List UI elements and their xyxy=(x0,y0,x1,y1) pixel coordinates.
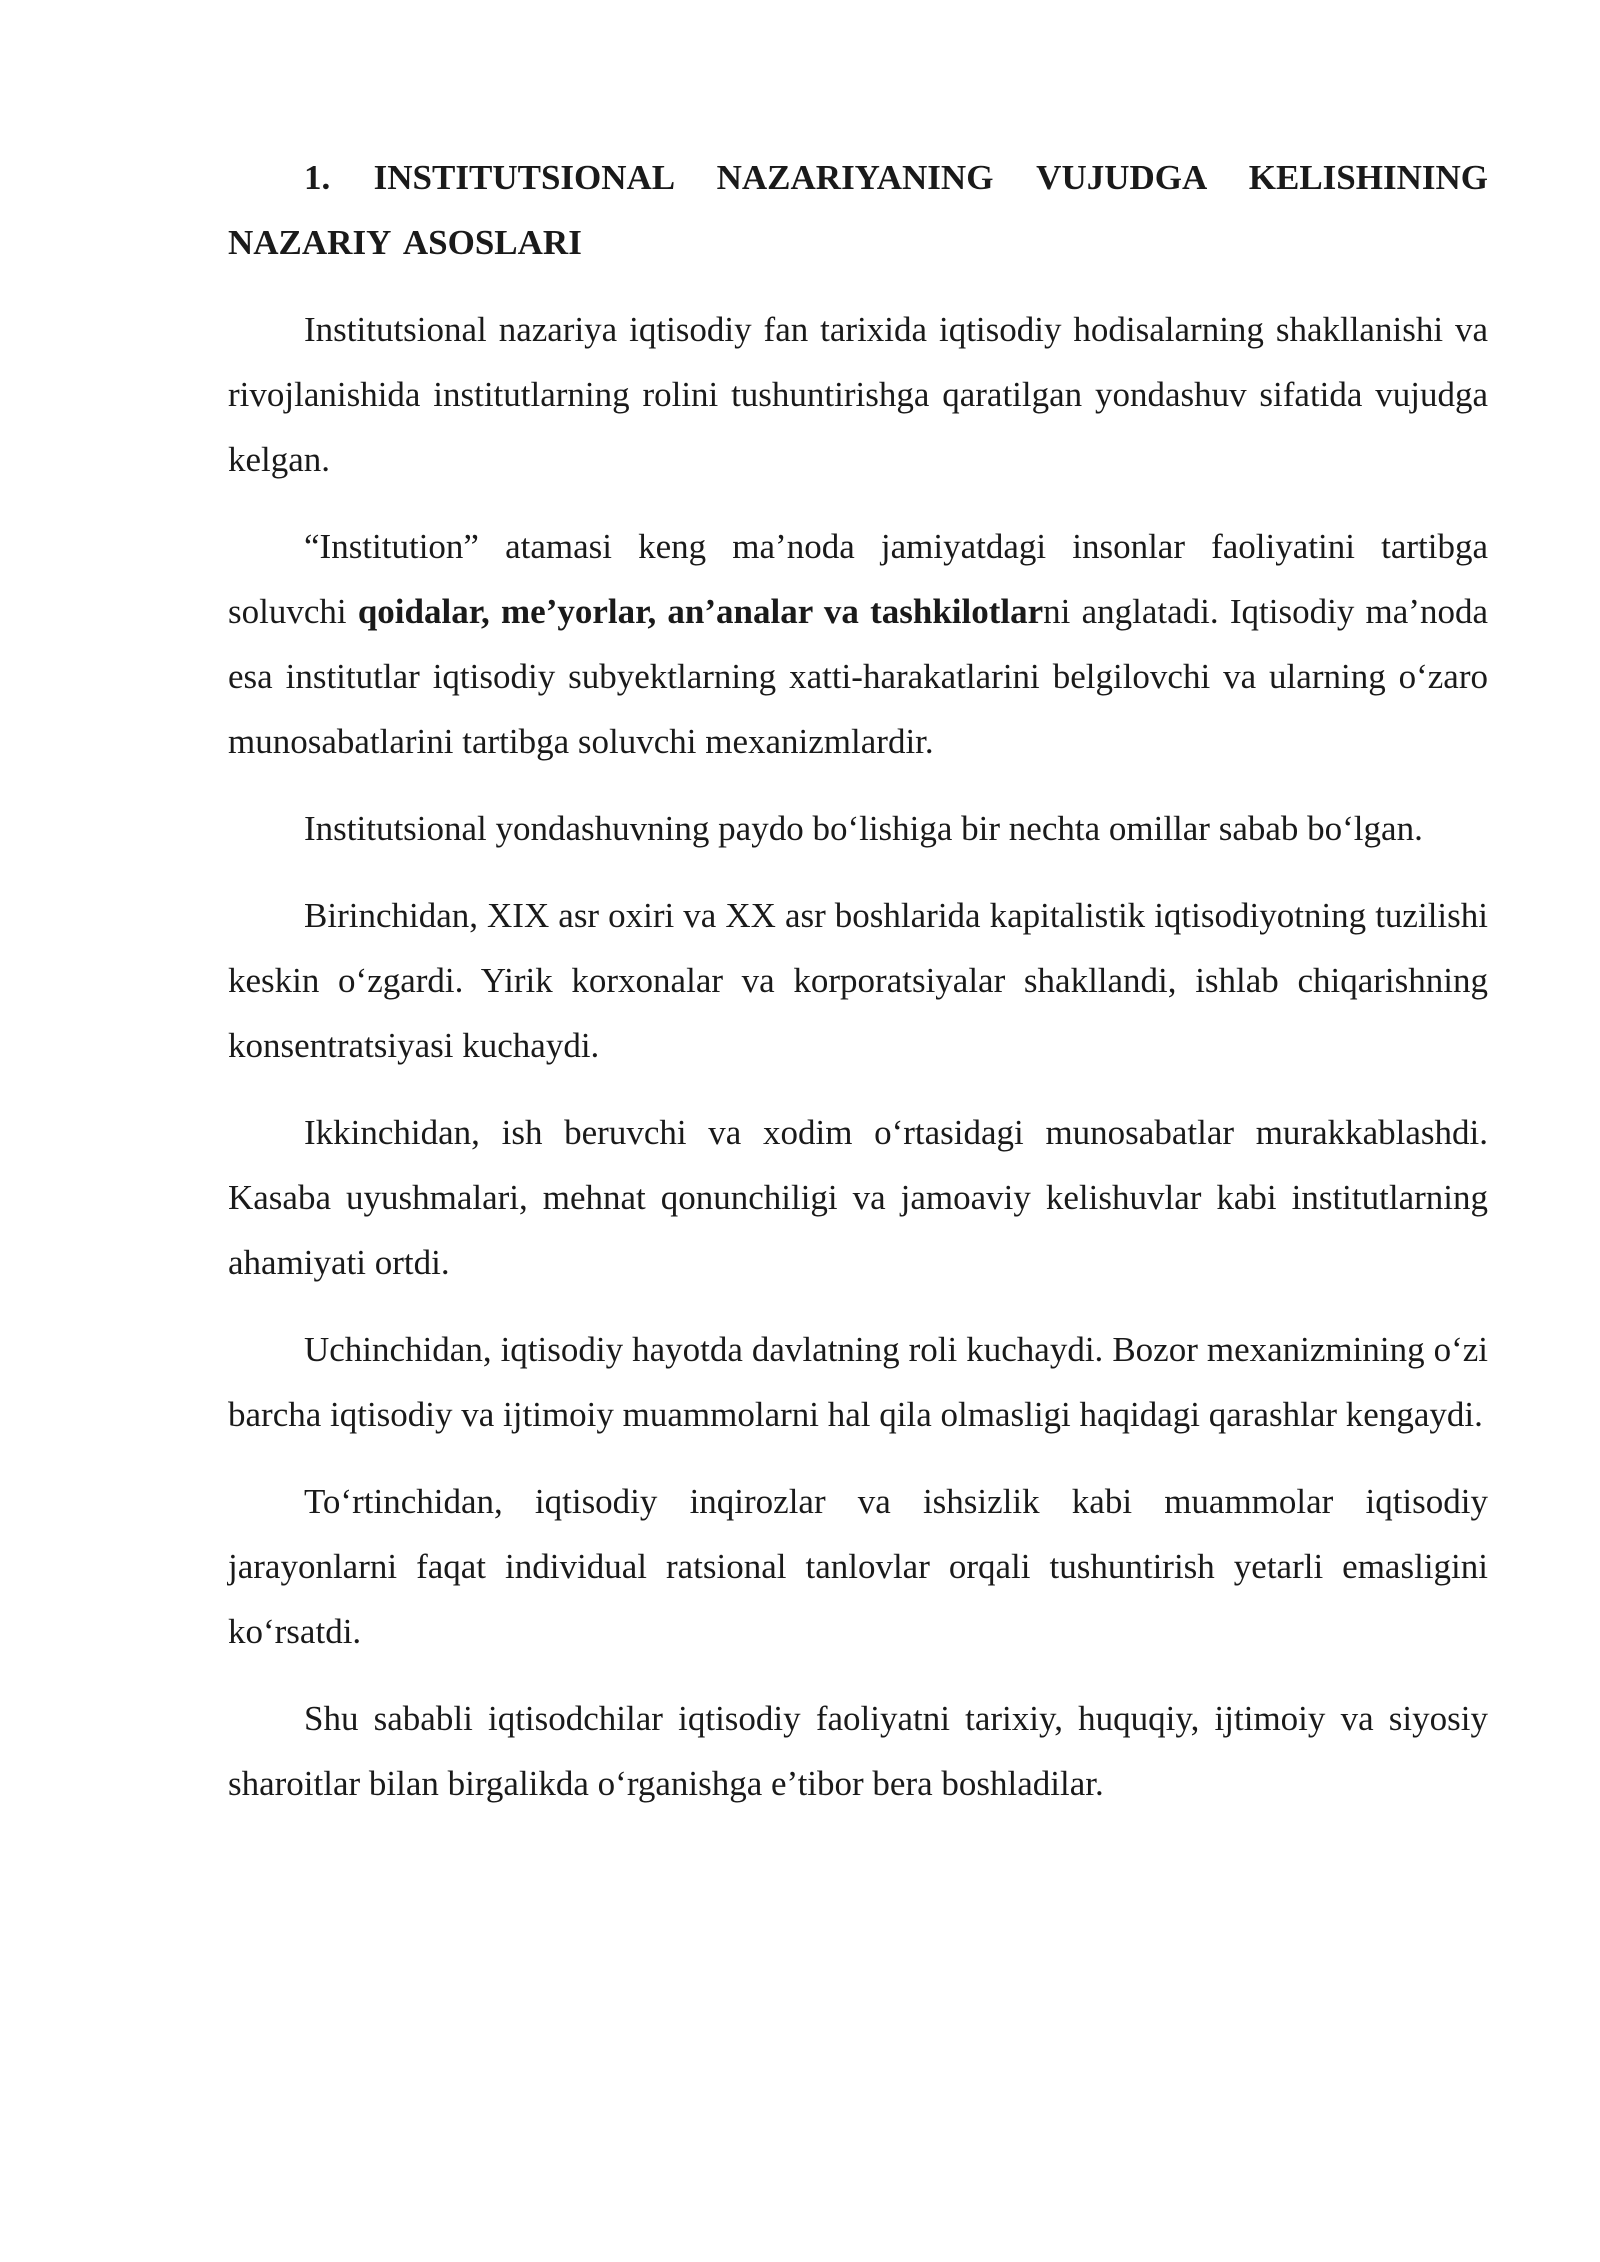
paragraph-definition-bold-terms: qoidalar, me’yorlar, an’analar va tashkilotlar xyxy=(357,592,1044,631)
section-heading: 1. INSTITUTSIONAL NAZARIYANING VUJUDGA KELISHINING NAZARIY ASOSLARI xyxy=(228,158,1488,262)
paragraph-third-factor: Uchinchidan, iqtisodiy hayotda davlatning roli kuchaydi. Bozor mexanizmining o‘zi barcha iqtisodiy va ijtimoiy muammolarni hal qila olmasligi haqidagi qarashlar kengaydi. xyxy=(228,1330,1488,1434)
paragraph-definition-text-end: ni anglatadi. Iqtisodiy ma’noda esa institutlar iqtisodiy subyektlarning xatti-harakatlarini belgilovchi va ularning o‘zaro munosabatlarini tartibga soluvchi mexanizmlardir. xyxy=(228,592,1488,761)
paragraph-fourth-factor: To‘rtinchidan, iqtisodiy inqirozlar va ishsizlik kabi muammolar iqtisodiy jarayonlarni faqat individual ratsional tanlovlar orqali tushuntirish yetarli emasligini ko‘rsatdi. xyxy=(228,1482,1488,1651)
paragraph-definition xyxy=(228,514,1488,774)
paragraph-factors-intro: Institutsional yondashuvning paydo bo‘lishiga bir nechta omillar sabab bo‘lgan. xyxy=(304,809,1423,848)
paragraph-second-factor: Ikkinchidan, ish beruvchi va xodim o‘rtasidagi munosabatlar murakkablashdi. Kasaba uyushmalari, mehnat qonunchiligi va jamoaviy kelishuvlar kabi institutlarning ahamiyati ortdi. xyxy=(228,1113,1488,1282)
paragraph-first-factor: Birinchidan, XIX asr oxiri va XX asr boshlarida kapitalistik iqtisodiyotning tuzilishi keskin o‘zgardi. Yirik korxonalar va korporatsiyalar shakllandi, ishlab chiqarishning konsentratsiyasi kuchaydi. xyxy=(228,896,1488,1065)
paragraph-intro: Institutsional nazariya iqtisodiy fan tarixida iqtisodiy hodisalarning shakllanishi va rivojlanishida institutlarning rolini tushuntirishga qaratilgan yondashuv sifatida vujudga kelgan. xyxy=(228,310,1488,479)
paragraph-definition-text-start: “Institution” atamasi keng ma’noda jamiyatdagi insonlar faoliyatini tartibga soluvchi xyxy=(228,527,1488,631)
paragraph-conclusion: Shu sababli iqtisodchilar iqtisodiy faoliyatni tarixiy, huquqiy, ijtimoiy va siyosiy sharoitlar bilan birgalikda o‘rganishga e’tibor bera boshladilar. xyxy=(228,1699,1488,1803)
document-page xyxy=(228,145,1488,1838)
